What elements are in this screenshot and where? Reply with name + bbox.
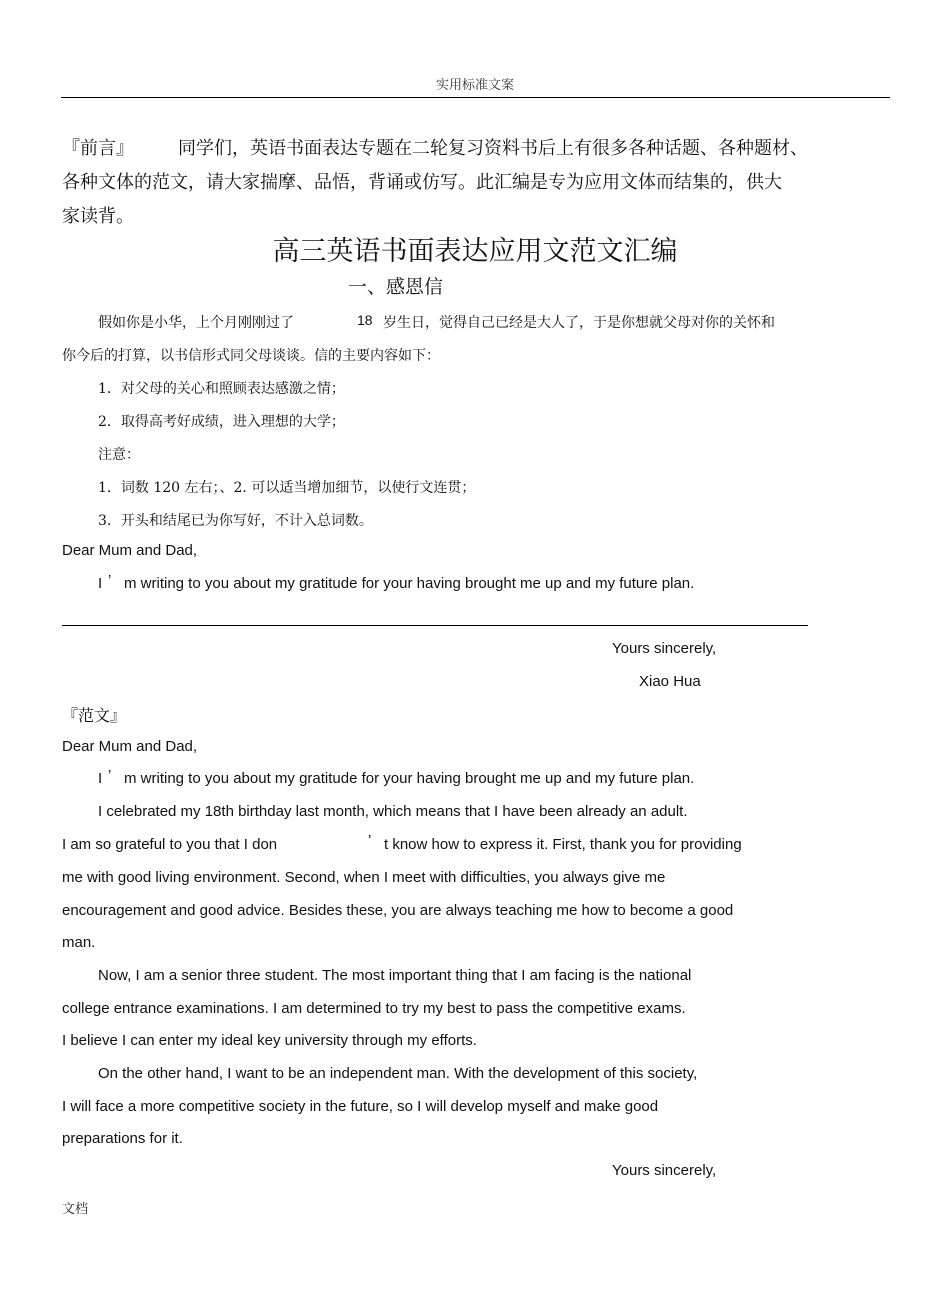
model-opening-text: m writing to you about my gratitude for your having brought me up and my future plan. bbox=[124, 770, 695, 787]
task-note-1: 1．词数 120 左右；、2. 可以适当增加细节，以使行文连贯； bbox=[98, 480, 476, 496]
model-p1-line-5: man. bbox=[62, 934, 96, 951]
model-p1-line-2-apostrophe: ’ bbox=[368, 832, 372, 849]
template-closing: Yours sincerely, bbox=[612, 640, 717, 657]
template-greeting: Dear Mum and Dad, bbox=[62, 542, 198, 559]
intro-line-3: 家读背。 bbox=[62, 206, 134, 227]
template-signature: Xiao Hua bbox=[639, 673, 701, 690]
task-note-3: 3．开头和结尾已为你写好，不计入总词数。 bbox=[98, 513, 373, 529]
header-rule bbox=[61, 97, 890, 98]
task-line-1c: 岁生日，觉得自己已经是大人了，于是你想就父母对你的关怀和 bbox=[383, 315, 775, 331]
model-label: 『范文』 bbox=[62, 706, 127, 725]
page-footer: 文档 bbox=[62, 1202, 89, 1217]
model-p1-line-3: me with good living environment. Second, when I meet with difficulties, you always give me bbox=[62, 869, 666, 886]
model-p1-line-2b: t know how to express it. First, thank you for providing bbox=[384, 836, 742, 853]
model-p1-line-1: I celebrated my 18th birthday last month, which means that I have been already an adult. bbox=[98, 803, 688, 820]
model-opening-i: I bbox=[98, 770, 103, 787]
writing-line bbox=[62, 625, 808, 626]
model-p2-line-1: Now, I am a senior three student. The most important thing that I am facing is the national bbox=[98, 967, 692, 984]
template-opening-text: m writing to you about my gratitude for your having brought me up and my future plan. bbox=[124, 575, 695, 592]
task-point-2: 2．取得高考好成绩，进入理想的大学； bbox=[98, 414, 345, 430]
template-opening-i: I bbox=[98, 575, 103, 592]
model-opening-apostrophe: ’ bbox=[108, 767, 112, 784]
model-greeting: Dear Mum and Dad, bbox=[62, 738, 198, 755]
model-p3-line-1: On the other hand, I want to be an independent man. With the development of this society, bbox=[98, 1065, 698, 1082]
document-title: 高三英语书面表达应用文范文汇编 bbox=[272, 236, 678, 267]
model-p1-line-2a: I am so grateful to you that I don bbox=[62, 836, 278, 853]
model-p2-line-3: I believe I can enter my ideal key university through my efforts. bbox=[62, 1032, 477, 1049]
model-p1-line-4: encouragement and good advice. Besides these, you are always teaching me how to become a good bbox=[62, 902, 734, 919]
task-line-1b: 18 bbox=[357, 312, 373, 328]
running-header: 实用标准文案 bbox=[435, 78, 514, 93]
model-p2-line-2: college entrance examinations. I am determined to try my best to pass the competitive exams. bbox=[62, 1000, 686, 1017]
model-p3-line-3: preparations for it. bbox=[62, 1130, 183, 1147]
intro-label: 『前言』 bbox=[62, 138, 134, 159]
task-line-2: 你今后的打算，以书信形式同父母谈谈。信的主要内容如下： bbox=[62, 348, 440, 364]
task-point-1: 1．对父母的关心和照顾表达感激之情； bbox=[98, 381, 345, 397]
section-title: 一、感恩信 bbox=[348, 276, 444, 298]
model-closing: Yours sincerely, bbox=[612, 1162, 717, 1179]
template-opening-apostrophe: ’ bbox=[108, 572, 112, 589]
task-note-label: 注意： bbox=[98, 447, 140, 463]
task-line-1a: 假如你是小华，上个月刚刚过了 bbox=[98, 315, 294, 331]
intro-line-1: 同学们，英语书面表达专题在二轮复习资料书后上有很多各种话题、各种题材、 bbox=[178, 138, 808, 159]
intro-line-2: 各种文体的范文，请大家揣摩、品悟，背诵或仿写。此汇编是专为应用文体而结集的，供大 bbox=[62, 172, 782, 193]
model-p3-line-2: I will face a more competitive society in the future, so I will develop myself and make good bbox=[62, 1098, 659, 1115]
